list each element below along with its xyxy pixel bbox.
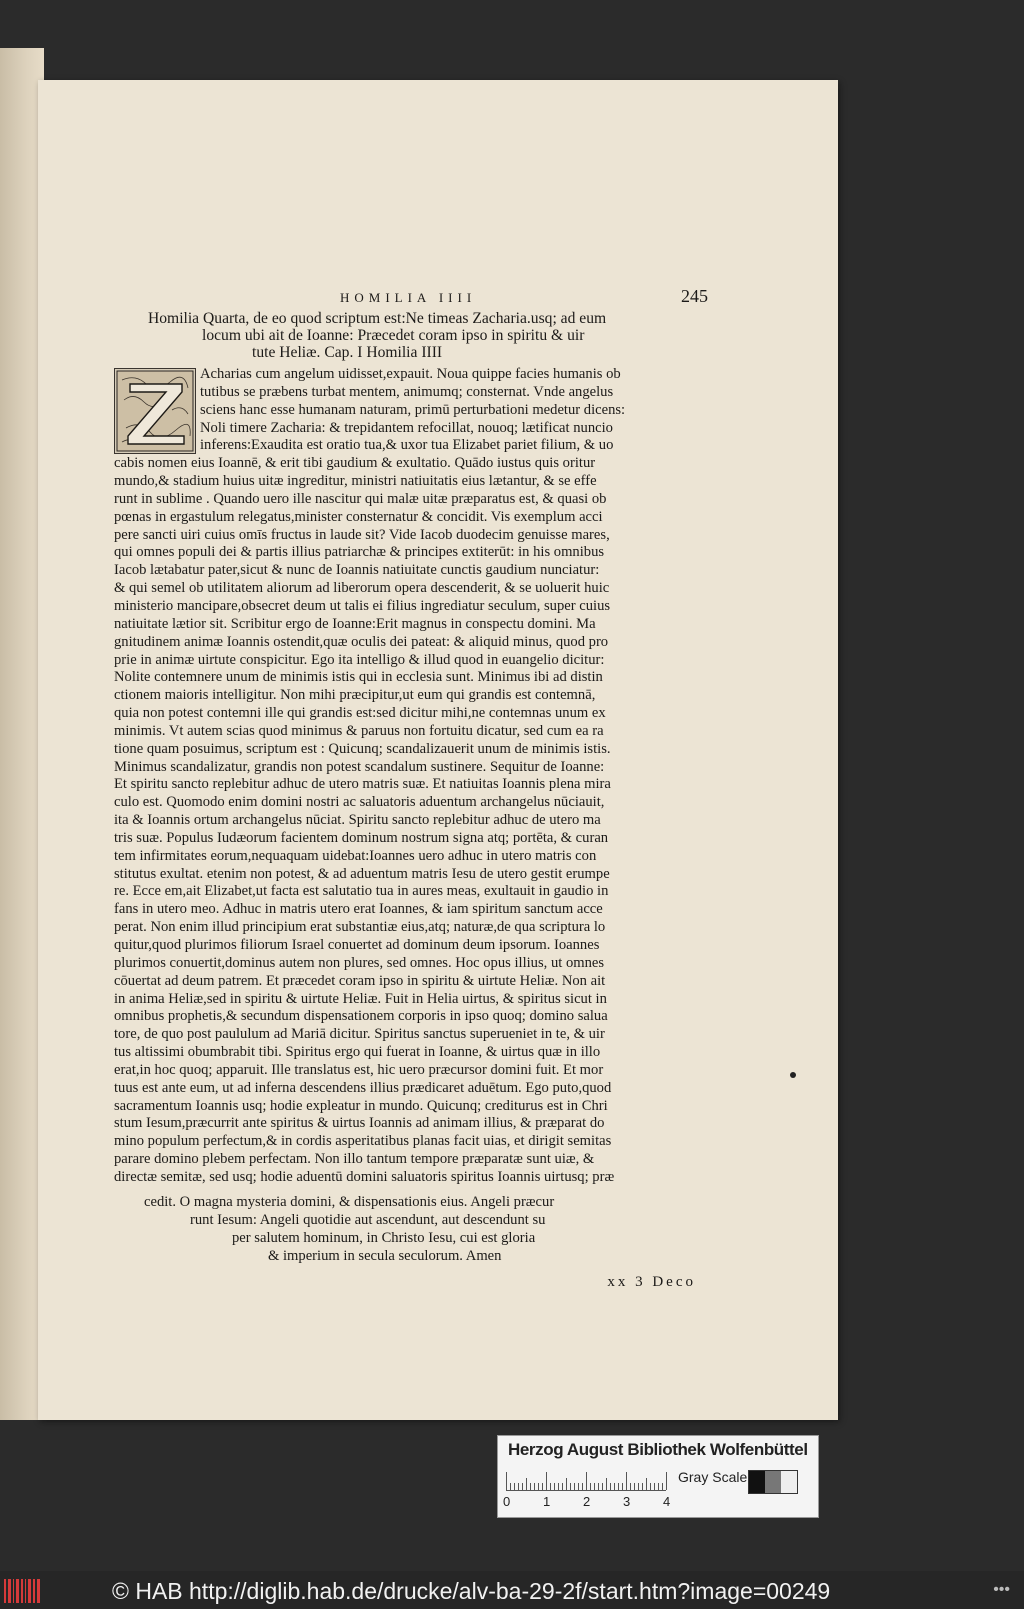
- ruler-tick: [650, 1483, 651, 1490]
- text-line: ministerio mancipare,obsecret deum ut talis ei filius ingrediatur seculum, super cuius: [114, 597, 611, 614]
- ruler-tick: [550, 1483, 551, 1490]
- ruler-tick: [514, 1483, 515, 1490]
- ruler-tick: [602, 1483, 603, 1490]
- ruler-number: 0: [503, 1494, 511, 1509]
- text-line: tris suæ. Populus Iudæorum facientem dominum nostrum signa atq; portēta, & curan: [114, 829, 609, 846]
- text-line: stitutus exultat. etenim non potest, & ad aduentum matris Iesu de utero gestit erumpe: [114, 865, 610, 882]
- text-line: parare domino plebem perfectam. Non illo tantum tempore præparatæ sunt uiæ, &: [114, 1151, 595, 1168]
- ruler-tick: [562, 1483, 563, 1490]
- ruler-tick: [618, 1483, 619, 1490]
- text-line: gnitudinem animæ Ioannis ostendit,quæ oculis dei pateat: & aliquid minus, quod pro: [114, 633, 609, 650]
- text-line: qui omnes populi dei & partis illius patriarchæ & principes extiterūt: in his omnibus: [114, 544, 605, 561]
- ruler-number: 2: [583, 1494, 591, 1509]
- ruler-tick: [658, 1483, 659, 1490]
- text-line: tus altissimi obumbrabit tibi. Spiritus ergo qui fuerat in Ioanne, & uirtus quæ in illo: [114, 1044, 601, 1061]
- text-line: perat. Non enim illud principium erat substantiæ eius,atq; naturæ,de qua scriptura lo: [114, 919, 606, 936]
- text-line: directæ semitæ, sed usq; hodie aduentū domini saluatoris spiritus Ioannis uirtusq; præ: [114, 1168, 615, 1185]
- ruler-tick: [526, 1478, 527, 1490]
- text-line: tuus est ante eum, ut ad inferna descendens illius prædicaret aduētum. Ego puto,quod: [114, 1079, 612, 1096]
- ruler-tick: [546, 1472, 547, 1490]
- ruler-tick: [610, 1483, 611, 1490]
- text-line: runt in sublime . Quando uero ille nascitur qui malæ uitæ præparatus est, & quasi ob: [114, 490, 607, 507]
- text-line: natiuitate lætior sit. Scribitur ergo de Ioanne:Erit magnus in conspectu domini. Ma: [114, 615, 596, 632]
- text-line: sciens hanc esse humanam naturam, primū perturbationi medetur dicens:: [200, 401, 626, 418]
- body-text: [114, 366, 708, 1187]
- ruler-tick: [554, 1483, 555, 1490]
- ink-dot: [790, 1072, 796, 1078]
- text-line: mundo,& stadium huius uitæ ingreditur, ministri natiuitatis eius lætantur, & se effe: [114, 473, 597, 490]
- color-scale-card: [497, 1435, 819, 1518]
- ruler-tick: [646, 1478, 647, 1490]
- text-line: Minimus scandalizatur, grandis non potest scandalum sustinere. Sequitur de Ioanne:: [114, 758, 605, 775]
- ruler-tick: [662, 1483, 663, 1490]
- text-line: sacramentum Ioannis usq; hodie expleatur in mundo. Quicunq; crediturus est in Chri: [114, 1097, 608, 1114]
- ruler-tick: [558, 1483, 559, 1490]
- text-line: prie in animæ uirtute conspicitur. Ego ita intelligo & illud quod in euangelio dicitur:: [114, 651, 605, 668]
- ruler-tick: [530, 1483, 531, 1490]
- ruler-tick: [542, 1483, 543, 1490]
- footer-bar: [0, 1571, 1024, 1609]
- homily-title-line: tute Heliæ. Cap. I Homilia IIII: [252, 344, 443, 362]
- text-line: Nolite contemnere unum de minimis istis qui in ecclesia sunt. Minimus ibi ad distin: [114, 669, 603, 686]
- ruler-tick: [518, 1483, 519, 1490]
- text-line: tore, de quo post paululum ad Mariā dicitur. Spiritus sanctus superueniet in te, & uir: [114, 1026, 605, 1043]
- text-line: erat,in hoc quoq; apparuit. Ille translatus est, hic uero præcursor domini fuit. Et mor: [114, 1061, 604, 1078]
- ruler-tick: [566, 1478, 567, 1490]
- gray-scale-label: Gray Scale: [678, 1469, 748, 1485]
- text-line: Noli timere Zacharia: & trepidantem refocillat, nouoq; lætificat nuncio: [200, 419, 613, 436]
- text-line: tione quam posuimus, scriptum est : Quicunq; scandalizauerit unum de minimis istis.: [114, 740, 611, 757]
- text-line: tem infirmitates eorum,nequaquam uidebat:Ioannes uero adhuc in utero matris con: [114, 847, 597, 864]
- hab-logo-icon: [4, 1579, 46, 1603]
- running-head-title: HOMILIA IIII: [340, 290, 477, 305]
- running-head: [114, 286, 708, 308]
- text-line: Iacob lætabatur pater,sicut & nunc de Ioannis natiuitate cunctis gaudium nunciatur:: [114, 562, 600, 579]
- text-line: quia non potest contemni ille qui grandis est:sed dicitur mihi,ne contemnas unum ex: [114, 705, 606, 722]
- homily-title-line: locum ubi ait de Ioanne: Præcedet coram ipso in spiritu & uir: [202, 327, 585, 345]
- ruler-tick: [538, 1483, 539, 1490]
- ruler-number: 4: [663, 1494, 671, 1509]
- text-line: pœnas in ergastulum relegatus,minister consternatur & concidit. Vis exemplum acci: [114, 508, 603, 525]
- text-line: fans in utero meo. Adhuc in matris utero erat Ioannes, & iam spiritum sanctum acce: [114, 901, 603, 918]
- gray-scale-swatch: [748, 1470, 798, 1494]
- text-line: omnibus prophetis,& secundum dispensationem corporis in ipso quoq; domino salua: [114, 1008, 608, 1025]
- ruler-tick: [606, 1478, 607, 1490]
- homily-title: [114, 310, 708, 362]
- ruler-number: 3: [623, 1494, 631, 1509]
- ruler-tick: [522, 1483, 523, 1490]
- text-line: mino populum perfectum,& in cordis asperitatibus planas facit uias, et dirigit semitas: [114, 1133, 612, 1150]
- ruler-tick: [654, 1483, 655, 1490]
- book-page: [38, 80, 838, 1420]
- text-line: culo est. Quomodo enim domini nostri ac saluatoris aduentum archangelus nūciauit,: [114, 794, 605, 811]
- text-line: cōuertat ad deum patrem. Et præcedet coram ipso in spiritu & uirtute Heliæ. Non ait: [114, 972, 606, 989]
- text-line: Et spiritu sancto replebitur adhuc de utero matris suæ. Et natiuitas Ioannis plena mira: [114, 776, 611, 793]
- ruler-tick: [666, 1472, 667, 1490]
- ruler-tick: [626, 1472, 627, 1490]
- ruler-tick: [510, 1483, 511, 1490]
- more-options-icon[interactable]: •••: [993, 1581, 1010, 1598]
- text-line: tutibus se præbens turbat mentem, animumq; consternat. Vnde angelus: [200, 383, 614, 400]
- text-line: in anima Heliæ,sed in spiritu & uirtute Heliæ. Fuit in Helia uirtus, & spiritus sicut in: [114, 990, 607, 1007]
- ruler-tick: [570, 1483, 571, 1490]
- text-line: re. Ecce em,ait Elizabet,ut facta est salutatio tua in aures meas, exultauit in gaudio in: [114, 883, 609, 900]
- closing-line: & imperium in secula seculorum. Amen: [268, 1247, 502, 1264]
- text-line: & qui semel ob utilitatem aliorum ad liberorum opera descenderit, & se uoluerit huic: [114, 580, 610, 597]
- ruler-tick: [634, 1483, 635, 1490]
- text-line: plurimos conuertit,dominus autem non plures, sed omnes. Hoc opus illius, ut omnes: [114, 954, 605, 971]
- ruler-tick: [598, 1483, 599, 1490]
- ruler-tick: [534, 1483, 535, 1490]
- closing-line: per salutem hominum, in Christo Iesu, cui est gloria: [232, 1229, 536, 1246]
- ruler-tick: [586, 1472, 587, 1490]
- closing-line: runt Iesum: Angeli quotidie aut ascendunt, aut descendunt su: [190, 1211, 546, 1228]
- ruler-number: 1: [543, 1494, 551, 1509]
- ruler-tick: [614, 1483, 615, 1490]
- text-line: pere sancti uiri cuius omīs fructus in laude sit? Vide Iacob duodecim genuisse mares,: [114, 526, 610, 543]
- text-line: inferens:Exaudita est oratio tua,& uxor tua Elizabet pariet filium, & uo: [200, 437, 614, 454]
- text-line: minimis. Vt autem scias quod minimus & paruus non fortuitu dicatur, sed cum ea ra: [114, 722, 604, 739]
- ruler-scale: [506, 1468, 666, 1491]
- ruler-tick: [594, 1483, 595, 1490]
- ruler-tick: [582, 1483, 583, 1490]
- text-line: stum Iesum,præcurrit ante spiritus & uirtus Ioannis ad animam illius, & præparat do: [114, 1115, 605, 1132]
- text-line: ctionem maioris intelligitur. Non mihi præcipitur,ut eum qui grandis est contemnā,: [114, 687, 596, 704]
- ruler-tick: [574, 1483, 575, 1490]
- source-url[interactable]: © HAB http://diglib.hab.de/drucke/alv-ba-29-2f/start.htm?image=00249: [112, 1578, 831, 1604]
- library-name: Herzog August Bibliothek Wolfenbüttel: [508, 1440, 808, 1459]
- text-line: Acharias cum angelum uidisset,expauit. Noua quippe facies humanis ob: [200, 366, 621, 382]
- ruler-tick: [638, 1483, 639, 1490]
- ruler-tick: [642, 1483, 643, 1490]
- ruler-tick: [578, 1483, 579, 1490]
- ruler-tick: [630, 1483, 631, 1490]
- ruler-tick: [506, 1472, 507, 1490]
- homily-title-line: Homilia Quarta, de eo quod scriptum est:Ne timeas Zacharia.usq; ad eum: [148, 310, 607, 327]
- text-line: ita & Ioannis ortum archangelus nūciat. Spiritu sancto replebitur adhuc de utero ma: [114, 812, 601, 829]
- text-line: quitur,quod plurimos filiorum Israel conuertet ad dominum deum ipsorum. Ioannes: [114, 937, 600, 953]
- page-number: 245: [681, 286, 708, 306]
- ruler-tick: [590, 1483, 591, 1490]
- closing-text: [114, 1194, 708, 1265]
- signature-mark: xx 3 Deco: [607, 1274, 696, 1290]
- closing-line: cedit. O magna mysteria domini, & dispensationis eius. Angeli præcur: [144, 1194, 555, 1210]
- text-line: cabis nomen eius Ioannē, & erit tibi gaudium & exultatio. Quādo iustus quis oritur: [114, 455, 596, 472]
- ruler-tick: [622, 1483, 623, 1490]
